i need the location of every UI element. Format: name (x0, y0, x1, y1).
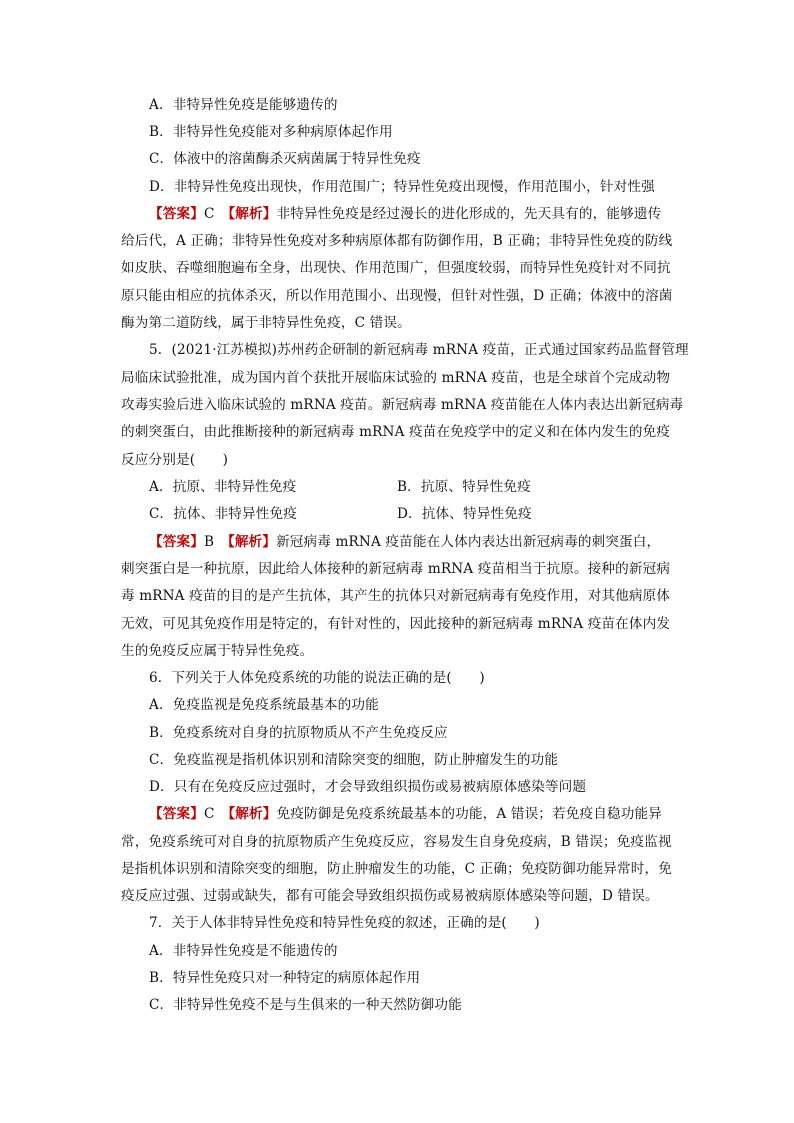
analysis-text: 新冠病毒 mRNA 疫苗能在人体内表达出新冠病毒的刺突蛋白， (276, 534, 661, 550)
analysis-text: 非特异性免疫是经过漫长的进化形成的，先天具有的，能够遗传 (276, 206, 662, 222)
q4-analysis-line-4: 原只能由相应的抗体杀灭，所以作用范围小、出现慢，但针对性强，D 正确；体液中的溶菌 (121, 288, 673, 304)
q6-analysis-line-3: 是指机体识别和清除突变的细胞，防止肿瘤发生的功能，C 正确；免疫防御功能异常时，免 (121, 861, 673, 877)
q5-option-b: B．抗原、特异性免疫 (397, 479, 531, 495)
q4-option-a: A．非特异性免疫是能够遗传的 (149, 97, 338, 113)
q5-analysis-line-2: 刺突蛋白是一种抗原，因此给人体接种的新冠病毒 mRNA 疫苗相当于抗原。接种的新冠病 (121, 561, 671, 577)
q4-option-d: D．非特异性免疫出现快，作用范围广；特异性免疫出现慢，作用范围小，针对性强 (149, 179, 655, 195)
q5-stem-line-2: 局临床试验批准，成为国内首个获批开展临床试验的 mRNA 疫苗，也是全球首个完成动物 (121, 370, 671, 386)
q4-analysis-line-2: 给后代，A 正确；非特异性免疫对多种病原体都有防御作用，B 正确；非特异性免疫的防线 (121, 233, 673, 249)
q7-stem: 7．关于人体非特异性免疫和特异性免疫的叙述，正确的是( ) (149, 915, 540, 931)
q6-answer-line-1 (149, 804, 662, 824)
answer-letter: B (203, 534, 215, 550)
q6-option-c: C．免疫监视是指机体识别和清除突变的细胞，防止肿瘤发生的功能 (149, 752, 559, 768)
answer-tag: 【答案】 (149, 206, 204, 222)
analysis-text: 免疫防御是免疫系统最基本的功能，A 错误；若免疫自稳功能异 (276, 806, 663, 822)
q5-stem-line-5: 反应分别是( ) (121, 452, 229, 468)
q6-analysis-line-2: 常，免疫系统可对自身的抗原物质产生免疫反应，容易发生自身免疫病，B 错误；免疫监视 (121, 834, 672, 850)
q4-analysis-line-3: 如皮肤、吞噬细胞遍布全身，出现快、作用范围广，但强度较弱，而特异性免疫针对不同抗 (121, 260, 671, 276)
analysis-tag: 【解析】 (228, 206, 277, 222)
q6-option-d: D．只有在免疫反应过强时，才会导致组织损伤或易被病原体感染等问题 (149, 779, 587, 795)
q5-analysis-line-3: 毒 mRNA 疫苗的目的是产生抗体，其产生的抗体只对新冠病毒有免疫作用，对其他病原体 (121, 588, 671, 604)
q4-answer-line-1 (149, 204, 661, 224)
analysis-tag: 【解析】 (227, 534, 277, 550)
answer-tag: 【答案】 (149, 806, 204, 822)
q7-option-c: C．非特异性免疫不是与生俱来的一种天然防御功能 (149, 997, 462, 1013)
answer-letter: C (203, 806, 215, 822)
q5-option-c: C．抗体、非特异性免疫 (149, 506, 297, 522)
q7-option-b: B．特异性免疫只对一种特定的病原体起作用 (149, 970, 421, 986)
answer-tag: 【答案】 (149, 534, 204, 550)
analysis-tag: 【解析】 (228, 806, 277, 822)
answer-letter: C (203, 206, 215, 222)
q5-stem-line-4: 的刺突蛋白，由此推断接种的新冠病毒 mRNA 疫苗在免疫学中的定义和在体内发生的免疫 (121, 424, 671, 440)
q4-analysis-line-5: 酶为第二道防线，属于非特异性免疫，C 错误。 (121, 315, 411, 331)
q5-answer-line-1 (149, 532, 660, 552)
q4-option-c: C．体液中的溶菌酶杀灭病菌属于特异性免疫 (149, 151, 421, 167)
q6-option-a: A．免疫监视是免疫系统最基本的功能 (149, 697, 379, 713)
q5-analysis-line-5: 生的免疫反应属于特异性免疫。 (121, 643, 314, 659)
q6-option-b: B．免疫系统对自身的抗原物质从不产生免疫反应 (149, 725, 448, 741)
q5-stem-line-3: 攻毒实验后进入临床试验的 mRNA 疫苗。新冠病毒 mRNA 疫苗能在人体内表达出新冠病毒 (121, 397, 684, 413)
q5-option-a: A．抗原、非特异性免疫 (149, 479, 297, 495)
q6-stem: 6．下列关于人体免疫系统的功能的说法正确的是( ) (149, 670, 485, 686)
q5-option-d: D．抗体、特异性免疫 (397, 506, 532, 522)
q4-option-b: B．非特异性免疫能对多种病原体起作用 (149, 124, 393, 140)
q7-option-a: A．非特异性免疫是不能遗传的 (149, 943, 338, 959)
q6-analysis-line-4: 疫反应过强、过弱或缺失，都有可能会导致组织损伤或易被病原体感染等问题，D 错误。 (121, 888, 659, 904)
q5-stem-line-1: 5．(2021·江苏模拟)苏州药企研制的新冠病毒 mRNA 疫苗，正式通过国家药品监督管理 (149, 342, 689, 358)
q5-analysis-line-4: 无效，可见其免疫作用是特定的，有针对性的，因此接种的新冠病毒 mRNA 疫苗在体内发 (121, 616, 671, 632)
